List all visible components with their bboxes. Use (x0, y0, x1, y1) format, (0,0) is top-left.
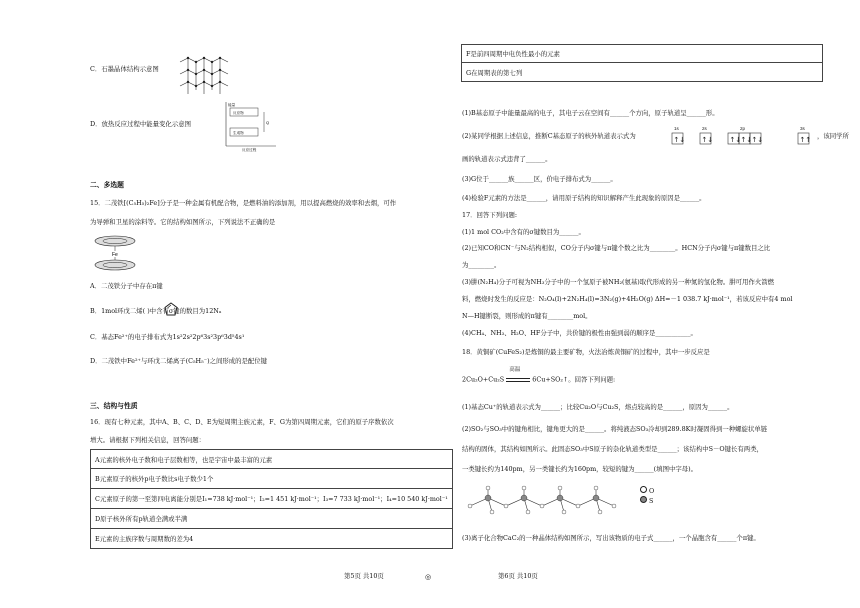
svg-text:↑↓: ↑↓ (729, 136, 742, 144)
table-row: F是前四周期中电负性最小的元素 (462, 45, 823, 63)
table-row: D原子核外所有p轨道全满或半满 (91, 509, 453, 529)
option-d-text: D．放热反应过程中能量变化示意图 (90, 120, 191, 128)
q17-part2-a: (2)已知CO和CN⁻与N₂结构相似，CO分子内σ键与π键个数之比为________。HCN分子内σ键与π键数目之比 (462, 244, 771, 252)
q17-part3-c: N—H键断裂，则形成的π键有________mol。 (462, 312, 592, 320)
svg-text:↑↓: ↑↓ (751, 136, 764, 144)
svg-text:↑↓: ↑↓ (673, 136, 686, 144)
table-row: G在周期表的第七列 (462, 63, 823, 82)
energy-diagram (222, 100, 277, 152)
equation-condition: 高温 (509, 367, 521, 373)
q15-stem-line1: 15．二茂铁[(C₅H₅)₂Fe]分子是一种金属有机配合物，是燃料油的添加剂，用以提高燃烧的效率和去烟，可作 (90, 199, 397, 207)
orbital-label-2p: 2p (740, 126, 746, 131)
reactants-label: 反应物 (233, 111, 244, 115)
equation-lhs: 2Cu₂O+Cu₂S (462, 375, 505, 384)
graphite-structure-figure (174, 50, 234, 96)
equation-arrow (506, 367, 530, 382)
q18-part1: (1)基态Cu⁺的轨道表示式为______；比较Cu₂O与Cu₂S，熔点较高的是______，原因为______。 (462, 403, 734, 411)
q16-part1: (1)B基态原子中能量最高的电子，其电子云在空间有______个方向，原子轨道呈______形。 (462, 109, 719, 117)
energy-label: 能量 (228, 103, 236, 107)
fe-label: Fe (112, 252, 118, 258)
q16-stem-line2: 增大。请根据下列相关信息，回答问题： (90, 436, 206, 444)
q17-part3-a: (3)肼(N₂H₄)分子可视为NH₃分子中的一个氢原子被NH₂(氨基)取代形成的另一种氮的氢化物。肼可用作火箭燃 (462, 278, 774, 286)
q16-part2-b: ，该同学所 (817, 132, 849, 140)
svg-text:↑↓: ↑↓ (701, 136, 714, 144)
q16-stem-line1: 16．现有七种元素，其中A、B、C、D、E为短周期主族元素，F、G为第四周期元素，它们的原子序数依次 (90, 418, 394, 426)
so3-chain-figure (466, 484, 626, 518)
option-c-text: C．石墨晶体结构示意图 (90, 65, 159, 73)
cyclopentadiene-icon (164, 302, 178, 316)
q16-part2-c: 画的轨道表示式违背了______。 (462, 155, 552, 163)
q15-option-a: A．二茂铁分子中存在π键 (90, 282, 163, 290)
q16-part3: (3)G位于______族______区，价电子排布式为______。 (462, 175, 617, 183)
q18-part2-b: 结构的固体，其结构如图所示。此固态SO₃中S原子的杂化轨道类型是______；该结构中S－O键长有两类， (462, 445, 763, 453)
products-label: 生成物 (233, 131, 244, 135)
q17-part4: (4)CH₄、NH₃、H₂O、HF分子中，共价键的极性由强到弱的顺序是___________。 (462, 329, 697, 337)
svg-text:Q: Q (266, 120, 270, 125)
orbital-label-2s: 2s (702, 126, 707, 131)
xaxis-label: 反应过程 (242, 148, 257, 152)
svg-text:↑↓: ↑↓ (740, 136, 753, 144)
orbital-label-1s: 1s (674, 126, 679, 131)
legend (640, 486, 654, 505)
section-structure: 三、结构与性质 (90, 402, 138, 410)
equation-rhs: 6Cu+SO₂↑。回答下列问题: (532, 375, 616, 384)
q17-stem: 17．回答下列问题: (462, 211, 518, 219)
orbital-diagram (668, 125, 816, 147)
q18-equation (462, 367, 616, 384)
q16-part4: (4)检验F元素的方法是______，请用原子结构的知识解释产生此现象的原因是______。 (462, 194, 706, 202)
section-multiple-choice: 二、多选题 (90, 181, 124, 189)
table-row: C元素原子的第一至第四电离能分别是I₁=738 kJ·mol⁻¹；I₂=1 451 kJ·mol⁻¹；I₃=7 733 kJ·mol⁻¹；I₄=10 540 kJ·mol⁻¹ (91, 489, 453, 509)
element-info-table-left (90, 449, 453, 549)
q15-option-b: B．1mol环戊二烯( )中含有σ键的数目为12Nₐ (90, 307, 222, 315)
table-row: B元素原子的核外p电子数比s电子数少1个 (91, 469, 453, 489)
ferrocene-structure-figure (92, 233, 138, 273)
q18-part2-c: 一类键长约为140pm，另一类键长约为160pm，较短的键为______(填图中字母)。 (462, 465, 698, 473)
legend-o: O (649, 487, 655, 495)
q15-option-c: C．基态Fe²⁺的电子排布式为1s²2s²2p⁶3s²3p⁶3d⁵4s¹ (90, 333, 245, 341)
q18-part2-a: (2)SO₂与SO₃中的键角相比，键角更大的是______。将纯液态SO₃冷却到289.8K时凝固得到一种螺旋状单链 (462, 425, 768, 433)
q18-stem: 18．黄铜矿(CuFeS₂)是炼铜的最主要矿物，火法冶炼黄铜矿的过程中，其中一步反应是 (462, 348, 710, 356)
binding-hole-icon: ◎ (425, 573, 432, 581)
q15-stem-line2: 为导弹和卫星的涂料等。它的结构如图所示，下列说法不正确的是 (90, 218, 276, 226)
q16-part2-a: (2)某同学根据上述信息，推断C基态原子的核外轨道表示式为 (462, 132, 636, 140)
q18-part3: (3)离子化合物CaC₂的一种晶体结构如图所示，写出该物质的电子式______，一个晶胞含有______个π键。 (462, 534, 760, 542)
table-row: E元素的主族序数与周期数的差为4 (91, 529, 453, 549)
q15-option-d: D．二茂铁中Fe²⁺与环戊二烯离子(C₅H₅⁻)之间形成的是配位键 (90, 357, 268, 365)
q17-part2-b: 为________。 (462, 261, 501, 269)
page-footer-right: 第6页 共10页 (498, 572, 538, 580)
svg-text:↑↑: ↑↑ (799, 136, 812, 144)
page-footer-left: 第5页 共10页 (344, 572, 384, 580)
legend-s: S (649, 496, 654, 505)
element-info-table-right (461, 44, 823, 82)
q17-part3-b: 料，燃烧时发生的反应是：N₂O₄(l)+2N₂H₄(l)=3N₂(g)+4H₂O(g) ΔH=－1 038.7 kJ·mol⁻¹，若该反应中有4 mol (462, 295, 793, 303)
table-row: A元素的核外电子数和电子层数相等，也是宇宙中最丰富的元素 (91, 450, 453, 469)
q17-part1: (1)1 mol CO₂中含有的σ键数目为______。 (462, 228, 585, 236)
orbital-label-3s: 3s (800, 126, 805, 131)
